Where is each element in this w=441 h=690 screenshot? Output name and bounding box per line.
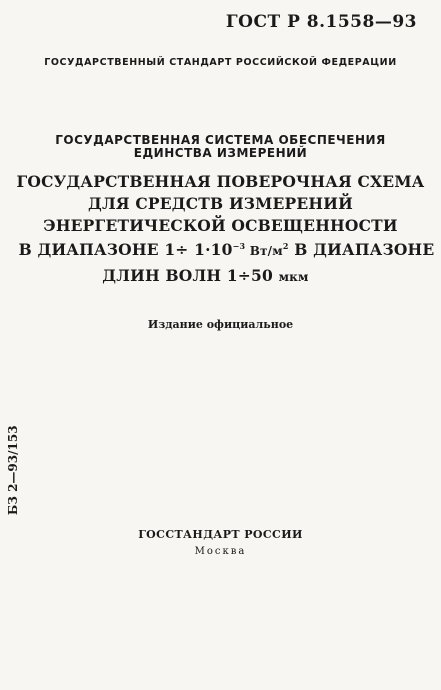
title-line4-unit-exponent: 2 — [282, 240, 289, 251]
system-heading-line2: ЕДИНСТВА ИЗМЕРЕНИЙ — [133, 146, 308, 160]
standard-heading: ГОСУДАРСТВЕННЫЙ СТАНДАРТ РОССИЙСКОЙ ФЕДЕРАЦИИ — [44, 57, 397, 68]
title-line4-exponent: −3 — [232, 240, 246, 251]
title-line4-unit: Вт/м — [245, 244, 283, 258]
side-code: БЗ 2—93/153 — [6, 425, 20, 515]
system-heading-line1: ГОСУДАРСТВЕННАЯ СИСТЕМА ОБЕСПЕЧЕНИЯ — [55, 133, 386, 147]
title-line5 — [0, 266, 441, 285]
title-line4 — [12, 240, 441, 259]
title-line1: ГОСУДАРСТВЕННАЯ ПОВЕРОЧНАЯ СХЕМА — [16, 172, 425, 191]
title-line5-prefix: ДЛИН ВОЛН 1÷50 — [102, 266, 279, 285]
publisher-city: Москва — [194, 546, 247, 557]
gost-number: ГОСТ Р 8.1558—93 — [225, 12, 417, 32]
edition-note: Издание официальное — [147, 318, 294, 331]
title-line4-prefix: В ДИАПАЗОНЕ 1÷ 1·10 — [18, 240, 233, 259]
title-line4-suffix: В ДИАПАЗОНЕ — [288, 240, 435, 259]
publisher: ГОССТАНДАРТ РОССИИ — [138, 528, 303, 541]
title-line5-unit: мкм — [278, 270, 309, 284]
title-line3: ЭНЕРГЕТИЧЕСКОЙ ОСВЕЩЕННОСТИ — [43, 216, 398, 235]
title-line2: ДЛЯ СРЕДСТВ ИЗМЕРЕНИЙ — [88, 194, 353, 213]
